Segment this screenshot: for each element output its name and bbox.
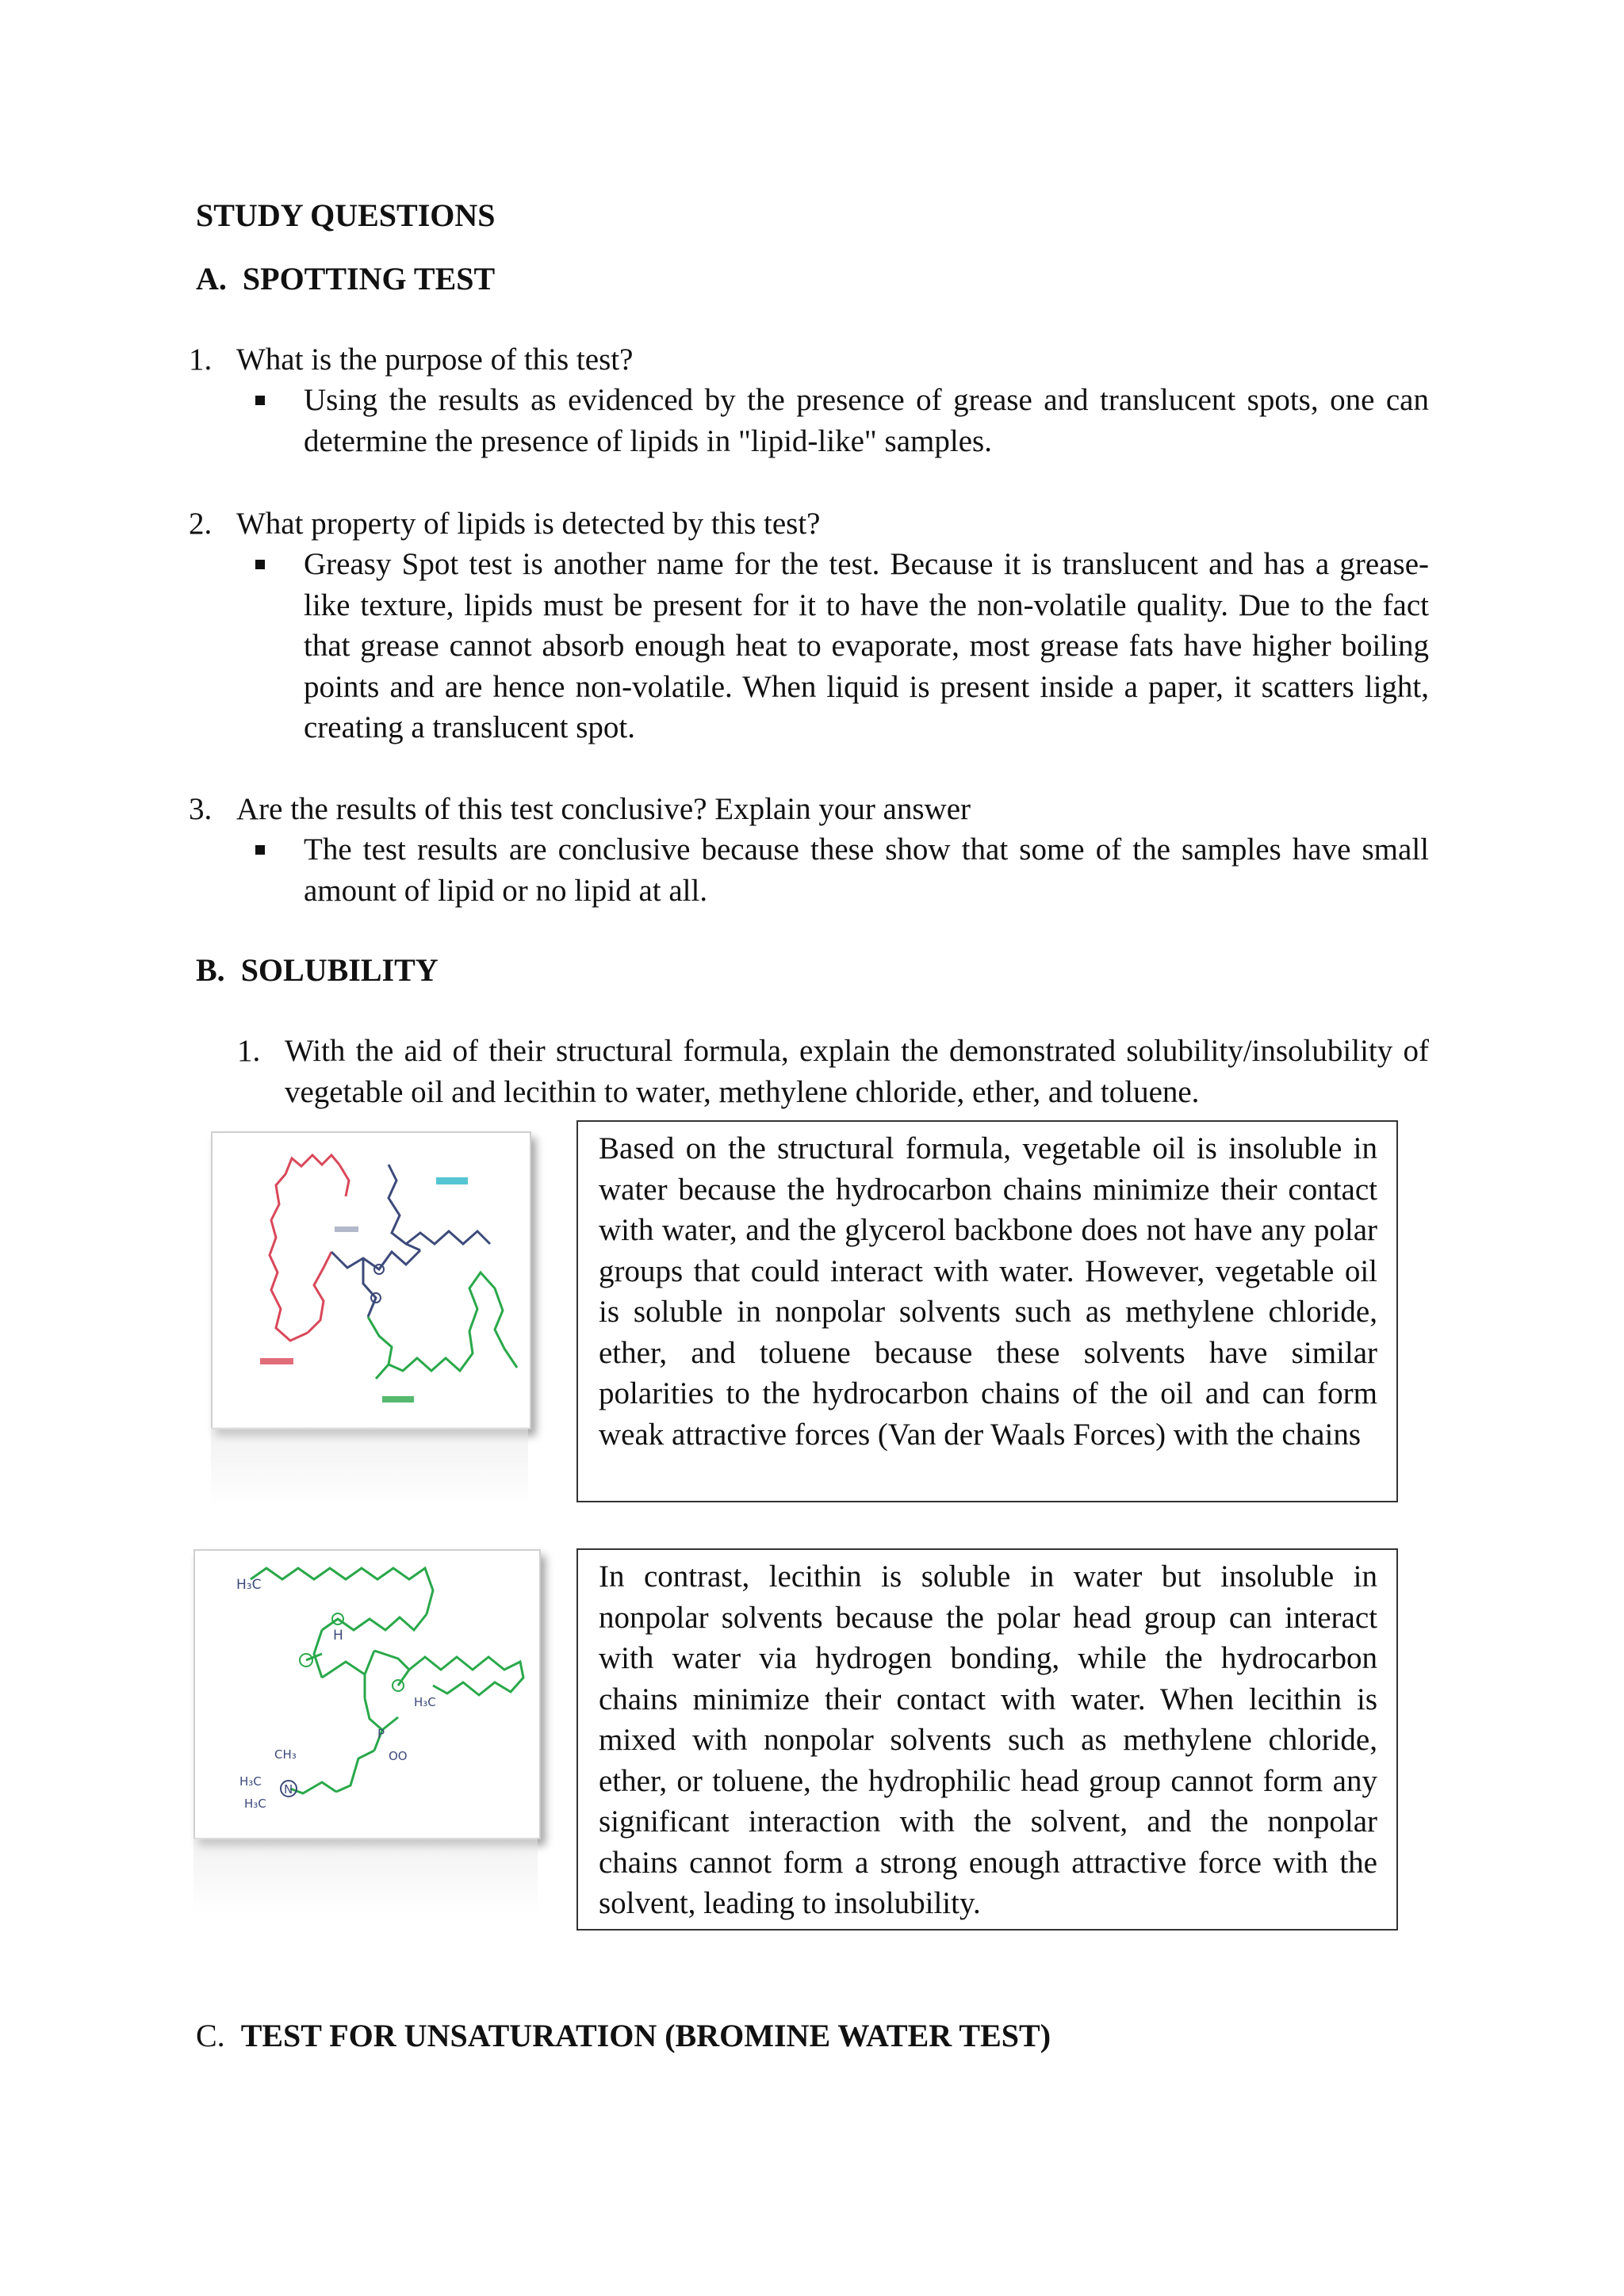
bullet-square-icon [255, 396, 265, 405]
question-a2-number: 2. [189, 507, 213, 541]
lecithin-explanation-box: In contrast, lecithin is soluble in water but insoluble in nonpolar solvents because the polar head group can interact with water via hydrogen bonding, while the hydrocarbon chains minimize their contact with water. When lecithin is mixed with nonpolar solvents such as methylene chloride, ether, or toluene, the hydrophilic head group cannot form any significant interaction with the solvent, and the nonpolar chains cannot form a strong enough attractive force with the solvent, leading to insolubility. [576, 1548, 1398, 1931]
answer-a3 [255, 829, 1429, 911]
lecithin-structure-figure [193, 1549, 541, 1839]
question-b1-number: 1. [237, 1034, 261, 1068]
fig2-label-h3c-mid: H₃C [414, 1695, 436, 1709]
section-a-title: SPOTTING TEST [242, 261, 496, 297]
vegetable-oil-explanation-box: Based on the structural formula, vegetable oil is insoluble in water because the hydrocarbon chains minimize their contact with water, and the glycerol backbone does not have any polar groups that could interact with water. However, vegetable oil is soluble in nonpolar solvents such as methylene chloride, ether, and toluene because these solvents have similar polarities to the hydrocarbon chains of the oil and can form weak attractive forces (Van der Waals Forces) with the chains [576, 1120, 1398, 1502]
fig2-label-h3c-top: H₃C [236, 1577, 262, 1593]
question-b1-text: With the aid of their structural formula, explain the demonstrated solubility/insolubility of vegetable oil and lecithin to water, methylene chloride, ether, and toluene. [285, 1034, 1429, 1109]
question-a3-text: Are the results of this test conclusive? Explain your answer [236, 792, 971, 826]
section-b-title: SOLUBILITY [240, 952, 439, 988]
section-c-heading [196, 2017, 1051, 2055]
section-a-heading [196, 260, 495, 298]
question-a3 [189, 789, 971, 829]
fig2-label-n: N [284, 1782, 293, 1797]
fig2-label-h3c-n: H₃C [239, 1774, 262, 1789]
figure-reflection [211, 1427, 528, 1506]
section-c-label: C. [196, 2018, 225, 2053]
section-b-label: B. [196, 952, 225, 988]
answer-a2-text: Greasy Spot test is another name for the test. Because it is translucent and has a grease-like texture, lipids must be present for it to have the non-volatile quality. Due to the fact that grease cannot absorb enough heat to evaporate, most grease fats have higher boiling points and are hence non-volatile. When liquid is present inside a paper, it scatters light, creating a translucent spot. [304, 547, 1429, 744]
lecithin-structure-svg [195, 1551, 539, 1838]
bullet-square-icon [255, 845, 265, 855]
question-a3-number: 3. [189, 792, 213, 826]
answer-a1 [255, 380, 1429, 461]
fig2-label-h: H [333, 1628, 343, 1644]
question-a1 [189, 339, 634, 380]
answer-a3-text: The test results are conclusive because these show that some of the samples have small amount of lipid or no lipid at all. [304, 832, 1429, 908]
fig2-label-p: P [377, 1727, 385, 1741]
question-b1 [237, 1031, 1429, 1112]
fig2-label-ch3: CH₃ [274, 1747, 297, 1762]
page-title: STUDY QUESTIONS [196, 197, 496, 233]
section-c-title: TEST FOR UNSATURATION (BROMINE WATER TEST) [240, 2018, 1051, 2053]
vegetable-oil-structure-figure [211, 1131, 531, 1429]
vegetable-oil-structure-svg [213, 1133, 530, 1428]
section-a-label: A. [196, 261, 227, 297]
answer-a2 [255, 544, 1429, 748]
fig2-label-oo: OO [389, 1749, 408, 1763]
answer-a1-text: Using the results as evidenced by the presence of grease and translucent spots, one can determine the presence of lipids in "lipid-like" samples. [304, 383, 1429, 458]
question-a1-text: What is the purpose of this test? [236, 342, 634, 377]
question-a2-text: What property of lipids is detected by this test? [236, 507, 821, 541]
question-a1-number: 1. [189, 342, 213, 377]
section-b-heading [196, 951, 439, 989]
bullet-square-icon [255, 560, 265, 569]
fig2-label-h3c-bot: H₃C [244, 1797, 266, 1811]
question-a2 [189, 503, 821, 544]
figure-reflection [193, 1838, 538, 1914]
